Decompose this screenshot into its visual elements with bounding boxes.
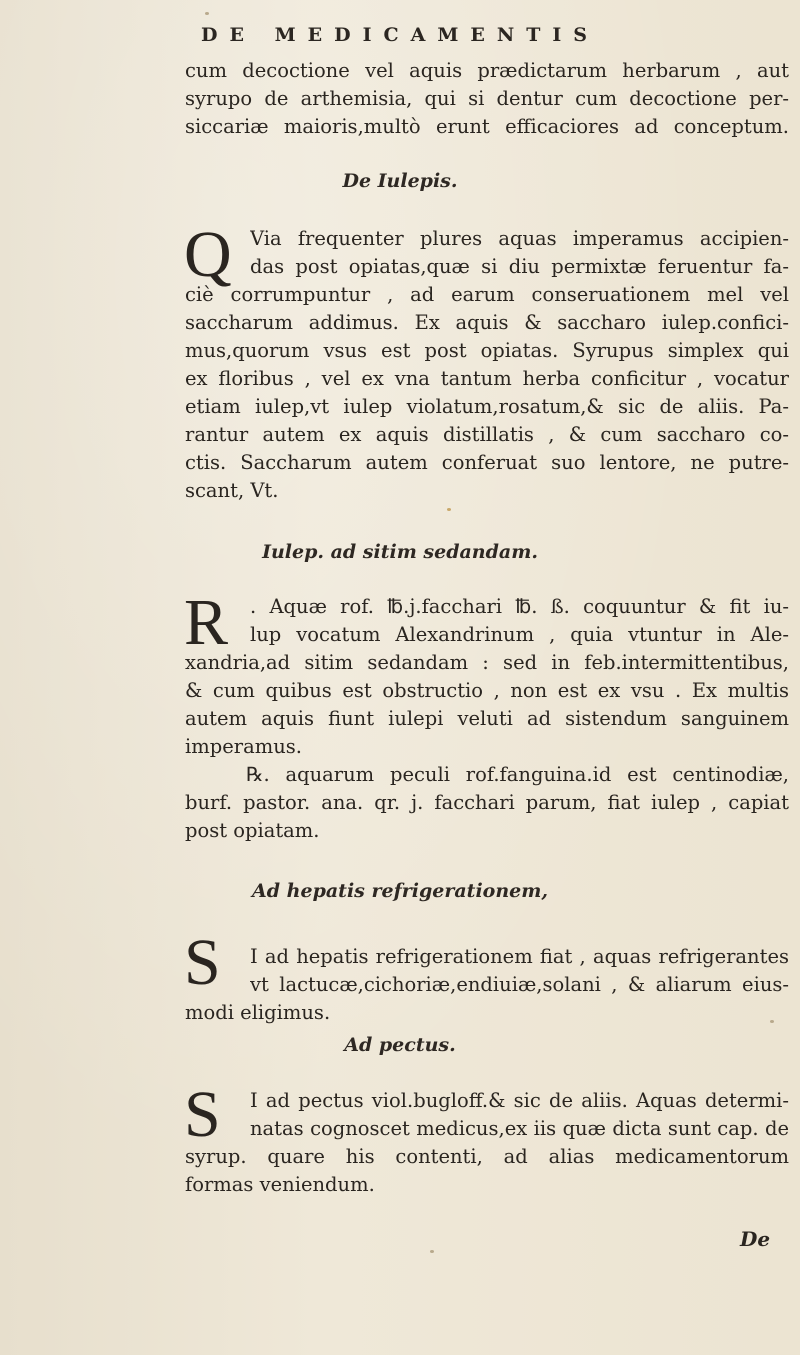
- section1-line-6: ex floribus , vel ex vna tantum herba conficitur , vocatur: [185, 367, 789, 390]
- section3-line-3: modi eligimus.: [185, 1001, 331, 1024]
- section2-line-6: imperamus.: [185, 735, 302, 758]
- section1-line-5: mus,quorum vsus est post opiatas. Syrupus simplex qui: [185, 339, 789, 362]
- dropcap-s-hepatis: S: [184, 926, 221, 999]
- section2-line-3: xandria,ad sitim sedandam : sed in feb.intermittentibus,: [185, 651, 789, 674]
- recipe-line-3: post opiatam.: [185, 819, 320, 842]
- section1-line-2: das post opiatas,quæ si diu permixtæ feruentur fa-: [250, 255, 789, 278]
- section4-line-3: syrup. quare his contenti, ad alias medicamentorum: [185, 1145, 789, 1168]
- section-title-pectus: Ad pectus.: [344, 1034, 456, 1056]
- intro-line-3: siccariæ maioris,multò erunt efficaciores ad conceptum.: [185, 115, 789, 138]
- section1-line-4: saccharum addimus. Ex aquis & saccharo iulep.confici-: [185, 311, 789, 334]
- section1-line-1: Via frequenter plures aquas imperamus accipien-: [250, 227, 789, 250]
- paper-speck: [770, 1020, 774, 1023]
- section-title-iulep-sitim: Iulep. ad sitim sedandam.: [262, 541, 538, 563]
- section4-line-2: natas cognoscet medicus,ex iis quæ dicta sunt cap. de: [250, 1117, 789, 1140]
- dropcap-r: R: [184, 586, 229, 659]
- section-title-hepatis: Ad hepatis refrigerationem,: [252, 880, 548, 902]
- section1-line-7: etiam iulep,vt iulep violatum,rosatum,& sic de aliis. Pa-: [185, 395, 789, 418]
- catchword: De: [740, 1227, 771, 1251]
- section2-line-4: & cum quibus est obstructio , non est ex vsu . Ex multis: [185, 679, 789, 702]
- section3-line-2: vt lactucæ,cichoriæ,endiuiæ,solani , & aliarum eius-: [250, 973, 789, 996]
- section1-line-9: ctis. Saccharum autem conferuat suo lentore, ne putre-: [185, 451, 789, 474]
- dropcap-q: Q: [184, 218, 232, 291]
- section4-line-4: formas veniendum.: [185, 1173, 375, 1196]
- paper-speck: [447, 508, 451, 511]
- intro-line-1: cum decoctione vel aquis prædictarum herbarum , aut: [185, 59, 789, 82]
- section1-line-8: rantur autem ex aquis distillatis , & cum saccharo co-: [185, 423, 789, 446]
- section3-line-1: I ad hepatis refrigerationem fiat , aquas refrigerantes: [250, 945, 789, 968]
- section2-line-5: autem aquis fiunt iulepi veluti ad sistendum sanguinem: [185, 707, 789, 730]
- recipe-line-1: ℞. aquarum peculi rof.fanguina.id est centinodiæ,: [246, 763, 789, 786]
- running-header: DE MEDICAMENTIS: [201, 24, 599, 46]
- intro-line-2: syrupo de arthemisia, qui si dentur cum decoctione per-: [185, 87, 789, 110]
- section2-line-2: lup vocatum Alexandrinum , quia vtuntur in Ale-: [250, 623, 789, 646]
- section1-line-10: scant, Vt.: [185, 479, 279, 502]
- paper-speck: [430, 1250, 434, 1253]
- section2-line-1: . Aquæ rof. ℔.j.facchari ℔. ß. coquuntur & fit iu-: [250, 595, 789, 618]
- section1-line-3: ciè corrumpuntur , ad earum conseruationem mel vel: [185, 283, 789, 306]
- section-title-iulepis: De Iulepis.: [342, 170, 458, 192]
- section4-line-1: I ad pectus viol.bugloff.& sic de aliis. Aquas determi-: [250, 1089, 789, 1112]
- recipe-line-2: burf. pastor. ana. qr. j. facchari parum, fiat iulep , capiat: [185, 791, 789, 814]
- dropcap-s-pectus: S: [184, 1078, 221, 1151]
- paper-speck: [205, 12, 209, 15]
